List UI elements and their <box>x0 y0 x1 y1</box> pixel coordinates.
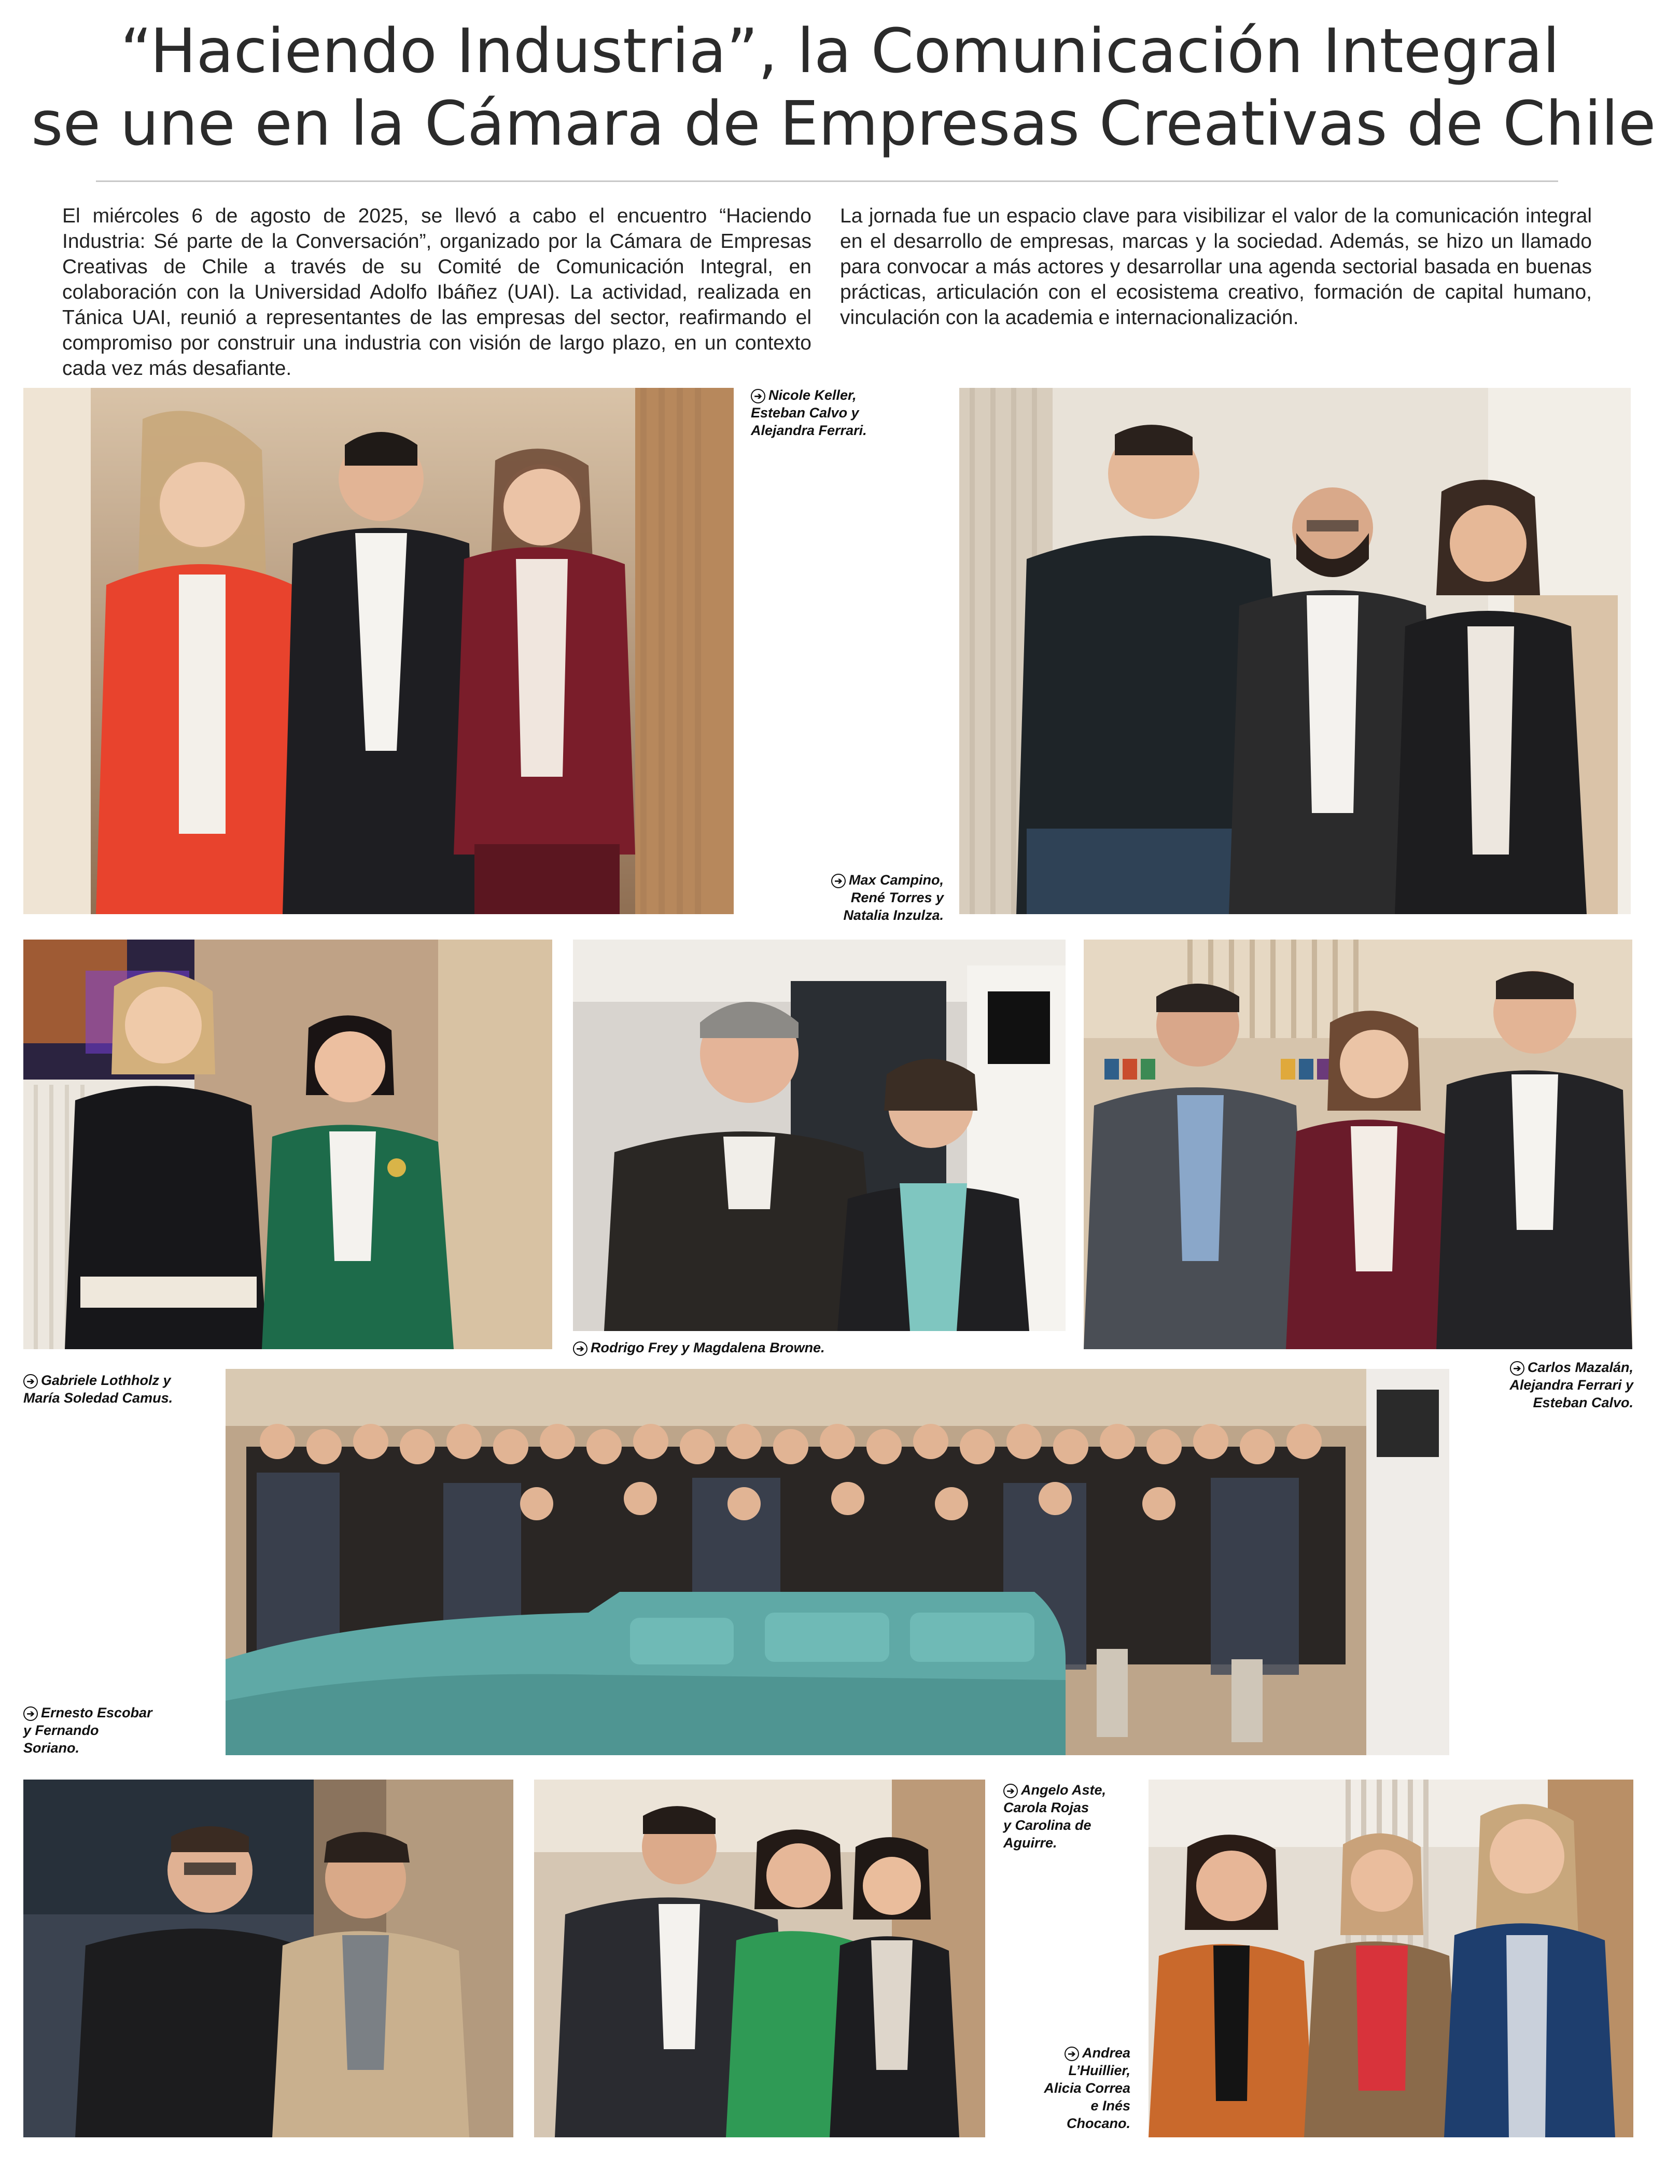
photo-lothholz-camus <box>23 940 552 1349</box>
title-divider <box>96 180 1558 182</box>
caption-line: Rodrigo Frey y Magdalena Browne. <box>591 1340 825 1355</box>
caption-line: e Inés <box>1090 2098 1130 2113</box>
caption-line: Alejandra Ferrari y <box>1509 1377 1633 1393</box>
caption-line: L’Huillier, <box>1068 2063 1130 2078</box>
caption-line: Nicole Keller, <box>768 387 857 403</box>
photo-escobar-soriano <box>23 1780 513 2137</box>
caption-line: Esteban Calvo y <box>751 405 859 421</box>
caption-line: y Carolina de <box>1003 1817 1091 1833</box>
caption-line: Aguirre. <box>1003 1835 1057 1851</box>
caption-line: Ernesto Escobar <box>41 1705 152 1720</box>
caption-line: Chocano. <box>1066 2116 1130 2131</box>
caption-line: Max Campino, <box>848 872 944 888</box>
photo-keller-calvo-ferrari <box>23 388 734 914</box>
caption-line: Angelo Aste, <box>1021 1782 1107 1798</box>
article-paragraph-right: La jornada fue un espacio clave para visibilizar el valor de la comunicación integral en el desarrollo de empresas, marcas y la sociedad. Además, se hizo un llamado para convocar a más actores y desarrollar una agenda sectorial basada en buenas prácticas, articulación con el ecosistema creativo, formación de capital humano, vinculación con la academia e internacionalización. <box>840 205 1592 329</box>
photo-lhuillier-correa-chocano <box>1149 1780 1633 2137</box>
circled-arrow-icon: ➔ <box>1065 2047 1079 2061</box>
circled-arrow-icon: ➔ <box>831 874 846 888</box>
circled-arrow-icon: ➔ <box>1510 1361 1524 1376</box>
caption-line: Alejandra Ferrari. <box>751 423 867 438</box>
caption-photo-3 <box>23 1371 257 1407</box>
photo-group <box>226 1369 1449 1755</box>
caption-line: María Soledad Camus. <box>23 1390 173 1406</box>
caption-line: Carola Rojas <box>1003 1800 1089 1815</box>
caption-photo-2 <box>729 871 944 924</box>
caption-line: Andrea <box>1082 2045 1130 2061</box>
caption-line: René Torres y <box>850 890 944 905</box>
caption-line: Natalia Inzulza. <box>843 907 944 923</box>
photo-mazalan-ferrari-calvo <box>1084 940 1632 1349</box>
article-paragraph-left: El miércoles 6 de agosto de 2025, se llevó a cabo el encuentro “Haciendo Industria: Sé parte de la Conversación”, organizado por la Cámara de Empresas Creativas de Chile a través de su Comité de Comunicación Integral, en colaboración con la Universidad Adolfo Ibáñez (UAI). La actividad, realizada en Tánica UAI, reunió a representantes de las empresas del sector, reafirmando el compromiso por construir una industria con visión de largo plazo, en un contexto cada vez más desafiante. <box>62 205 811 380</box>
circled-arrow-icon: ➔ <box>1003 1784 1018 1798</box>
caption-photo-6 <box>23 1704 220 1757</box>
circled-arrow-icon: ➔ <box>573 1341 587 1356</box>
circled-arrow-icon: ➔ <box>23 1374 38 1389</box>
caption-line: Soriano. <box>23 1740 80 1756</box>
circled-arrow-icon: ➔ <box>751 389 765 403</box>
caption-line: Gabriele Lothholz y <box>41 1373 171 1388</box>
photo-frey-browne <box>573 940 1066 1331</box>
caption-photo-1 <box>751 386 906 439</box>
article-title <box>31 15 1656 160</box>
photo-campino-torres-inzulza <box>959 388 1631 914</box>
photo-aste-rojas-aguirre <box>534 1780 985 2137</box>
caption-line: y Fernando <box>23 1723 99 1738</box>
title-line-2: se une en la Cámara de Empresas Creativas de Chile <box>31 88 1656 159</box>
caption-photo-9 <box>944 2044 1130 2132</box>
caption-line: Alicia Correa <box>1044 2080 1130 2096</box>
caption-photo-4 <box>573 1339 936 1356</box>
caption-line: Esteban Calvo. <box>1533 1395 1633 1410</box>
title-line-1: “Haciendo Industria”, la Comunicación Integral <box>120 15 1560 87</box>
caption-line: Carlos Mazalán, <box>1527 1360 1633 1375</box>
circled-arrow-icon: ➔ <box>23 1706 38 1721</box>
caption-photo-8 <box>1003 1781 1159 1852</box>
